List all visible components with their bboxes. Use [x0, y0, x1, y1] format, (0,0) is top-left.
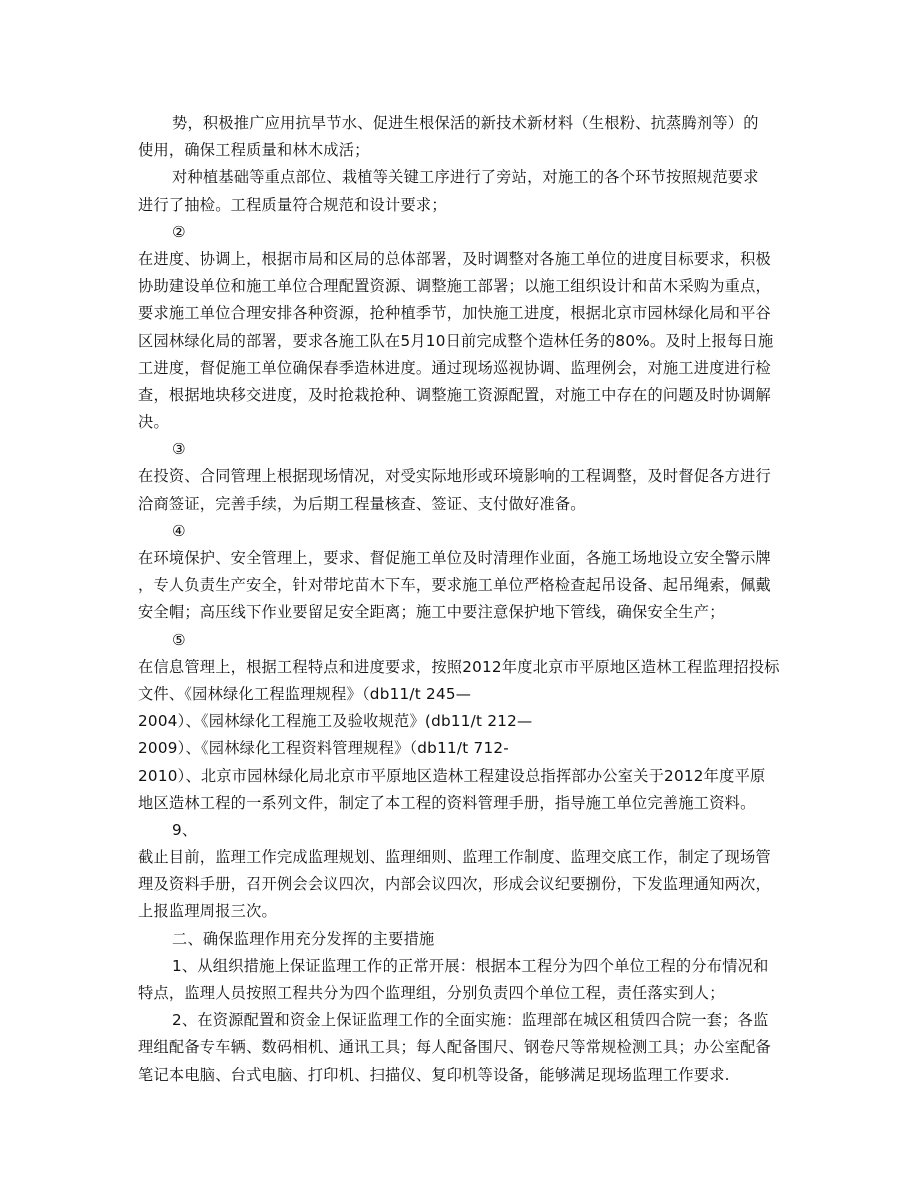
text-line: 理组配备专车辆、数码相机、通讯工具；每人配备围尺、钢卷尺等常规检测工具；办公室配备: [138, 1038, 771, 1057]
text-line: 对种植基础等重点部位、栽植等关键工序进行了旁站，对施工的各个环节按照规范要求: [172, 168, 759, 187]
text-line: 截止目前，监理工作完成监理规划、监理细则、监理工作制度、监理交底工作，制定了现场管: [138, 848, 771, 867]
text-line: 文件、《园林绿化工程监理规程》（db11/t 245—: [138, 684, 472, 703]
text-line: 使用，确保工程质量和林木成活；: [138, 141, 370, 160]
text-line: 特点，监理人员按照工程共分为四个监理组，分别负责四个单位工程，责任落实到人；: [138, 984, 725, 1002]
text-line: 2010）、北京市园林绿化局北京市平原地区造林工程建设总指挥部办公室关于2012年度平原: [138, 766, 766, 785]
text-line: 安全帽；高压线下作业要留足安全距离；施工中要注意保护地下管线，确保安全生产；: [138, 603, 725, 622]
document-body: [138, 110, 788, 1089]
text-line: 二、确保监理作用充分发挥的主要措施: [172, 929, 435, 948]
text-line: ，专人负责生产安全，针对带坨苗木下车，要求施工单位严格检查起吊设备、起吊绳索，佩戴: [138, 576, 771, 595]
text-line: 区园林绿化局的部署，要求各施工队在5月10日前完成整个造林任务的80%。及时上报每日施: [138, 331, 774, 350]
text-line: 协助建设单位和施工单位合理配置资源、调整施工部署；以施工组织设计和苗木采购为重点，: [138, 277, 771, 296]
text-line: 9、: [172, 820, 198, 839]
text-line: 笔记本电脑、台式电脑、打印机、扫描仪、复印机等设备，能够满足现场监理工作要求.: [138, 1065, 730, 1084]
text-line: 决。: [138, 413, 169, 432]
text-line: 2004）、《园林绿化工程施工及验收规范》(db11/t 212—: [138, 712, 533, 731]
text-line: ④: [172, 521, 186, 540]
text-line: 2、在资源配置和资金上保证监理工作的全面实施：监理部在城区租赁四合院一套；各监: [172, 1011, 769, 1030]
text-line: 2009）、《园林绿化工程资料管理规程》（db11/t 712-: [138, 739, 510, 758]
text-line: 在进度、协调上，根据市局和区局的总体部署，及时调整对各施工单位的进度目标要求，积极: [138, 249, 771, 268]
text-line: 在信息管理上，根据工程特点和进度要求，按照2012年度北京市平原地区造林工程监理招投标: [138, 657, 780, 676]
text-line: 洽商签证，完善手续，为后期工程量核查、签证、支付做好准备。: [138, 494, 586, 513]
text-line: ②: [172, 222, 186, 241]
text-line: 在环境保护、安全管理上，要求、督促施工单位及时清理作业面，各施工场地设立安全警示牌: [138, 549, 771, 567]
text-line: 进行了抽检。工程质量符合规范和设计要求；: [138, 195, 447, 214]
text-line: 要求施工单位合理安排各种资源，抢种植季节，加快施工进度，根据北京市园林绿化局和平谷: [138, 304, 771, 323]
text-line: 势，积极推广应用抗旱节水、促进生根保活的新技术新材料（生根粉、抗蒸腾剂等）的: [172, 114, 759, 132]
text-line: 1、从组织措施上保证监理工作的正常开展：根据本工程分为四个单位工程的分布情况和: [172, 956, 769, 975]
text-line: 上报监理周报三次。: [138, 902, 277, 921]
text-line: ⑤: [172, 630, 186, 649]
text-line: 在投资、合同管理上根据现场情况，对受实际地形或环境影响的工程调整，及时督促各方进行: [138, 467, 771, 486]
text-line: 工进度，督促施工单位确保春季造林进度。通过现场巡视协调、监理例会，对施工进度进行检: [138, 358, 771, 377]
text-line: 地区造林工程的一系列文件，制定了本工程的资料管理手册，指导施工单位完善施工资料。: [138, 793, 756, 812]
text-line: ③: [172, 440, 186, 459]
text-line: 查，根据地块移交进度，及时抢栽抢种、调整施工资源配置，对施工中存在的问题及时协调解: [138, 385, 771, 404]
text-line: 理及资料手册，召开例会会议四次，内部会议四次，形成会议纪要捌份，下发监理通知两次，: [138, 875, 771, 894]
